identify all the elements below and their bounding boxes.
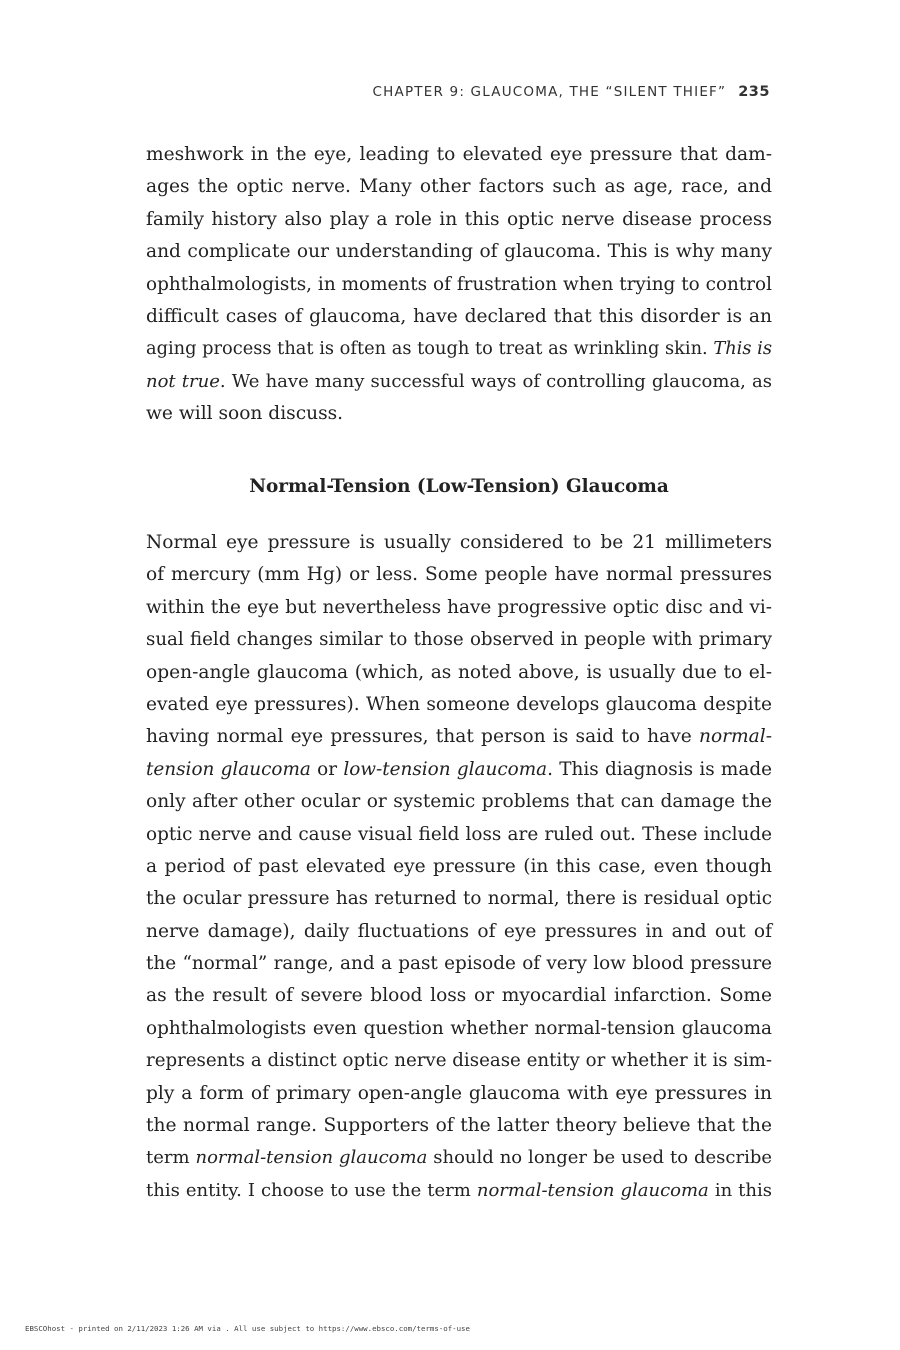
text-line [146,1142,772,1174]
text-run: term [146,1147,196,1169]
emphasis: low-tension glaucoma [343,758,548,780]
text-run: having normal eye pressures, that person is said to have [146,726,699,748]
text-line [146,754,772,786]
text-line: meshwork in the eye, leading to elevated eye pressure that dam- [146,144,772,165]
text-line: and complicate our understanding of glaucoma. This is why many [146,241,772,263]
text-line: ophthalmologists even question whether normal-tension glaucoma [146,1017,772,1039]
text-line [146,721,772,753]
text-run: in this [708,1179,773,1201]
text-line: ages the optic nerve. Many other factors such as age, race, and [146,176,772,198]
emphasis: normal-tension glaucoma [476,1179,709,1201]
text-line: optic nerve and cause visual field loss are ruled out. These include [146,823,772,845]
text-line: as the result of severe blood loss or myocardial infarction. Some [146,985,772,1007]
text-run: should no longer be used to describe [427,1147,772,1169]
emphasis: This is [713,338,772,360]
emphasis: normal- [698,726,772,748]
text-line: difficult cases of glaucoma, have declared that this disorder is an [146,305,772,327]
text-run: . This diagnosis is made [547,758,772,780]
text-line: family history also play a role in this optic nerve disease process [146,208,772,230]
text-line: ophthalmologists, in moments of frustration when trying to control [146,273,772,295]
emphasis: normal-tension glaucoma [195,1147,428,1169]
paragraph-normal-tension [146,527,772,1207]
emphasis: not true [146,370,220,392]
text-line: within the eye but nevertheless have progressive optic disc and vi- [146,596,772,618]
text-line [146,366,772,398]
section-heading: Normal-Tension (Low-Tension) Glaucoma [249,476,669,497]
running-head [373,84,770,100]
text-line: the ocular pressure has returned to normal, there is residual optic [146,888,772,910]
text-line: evated eye pressures). When someone develops glaucoma despite [146,693,772,715]
page-number: 235 [738,84,770,100]
text-line: of mercury (mm Hg) or less. Some people have normal pressures [146,564,772,586]
text-line: nerve damage), daily fluctuations of eye pressures in and out of [146,920,772,942]
text-line: we will soon discuss. [146,403,344,425]
text-line: open-angle glaucoma (which, as noted above, is usually due to el- [146,661,772,683]
text-line: Normal eye pressure is usually considered to be 21 millimeters [146,532,772,553]
text-line: ply a form of primary open-angle glaucoma with eye pressures in [146,1082,772,1104]
text-line: the normal range. Supporters of the latter theory believe that the [146,1115,772,1137]
text-run: this entity. I choose to use the term [146,1179,477,1201]
text-line [146,1175,772,1207]
footer-notice: EBSCOhost - printed on 2/11/2023 1:26 AM via . All use subject to https://www.ebsco.com/terms-of-use [25,1324,470,1333]
text-run: or [310,758,344,780]
text-line: represents a distinct optic nerve disease entity or whether it is sim- [146,1050,772,1072]
text-run: aging process that is often as tough to treat as wrinkling skin. [146,338,714,360]
text-line: only after other ocular or systemic problems that can damage the [146,791,772,813]
text-line: sual field changes similar to those observed in people with primary [146,629,772,651]
text-line [146,333,772,365]
text-run: . We have many successful ways of controlling glaucoma, as [219,370,772,392]
emphasis: tension glaucoma [146,758,311,780]
text-line: a period of past elevated eye pressure (in this case, even though [146,855,772,877]
paragraph-continued [146,139,772,431]
text-line: the “normal” range, and a past episode of very low blood pressure [146,953,772,975]
chapter-title: CHAPTER 9: GLAUCOMA, THE “SILENT THIEF” [372,84,727,100]
